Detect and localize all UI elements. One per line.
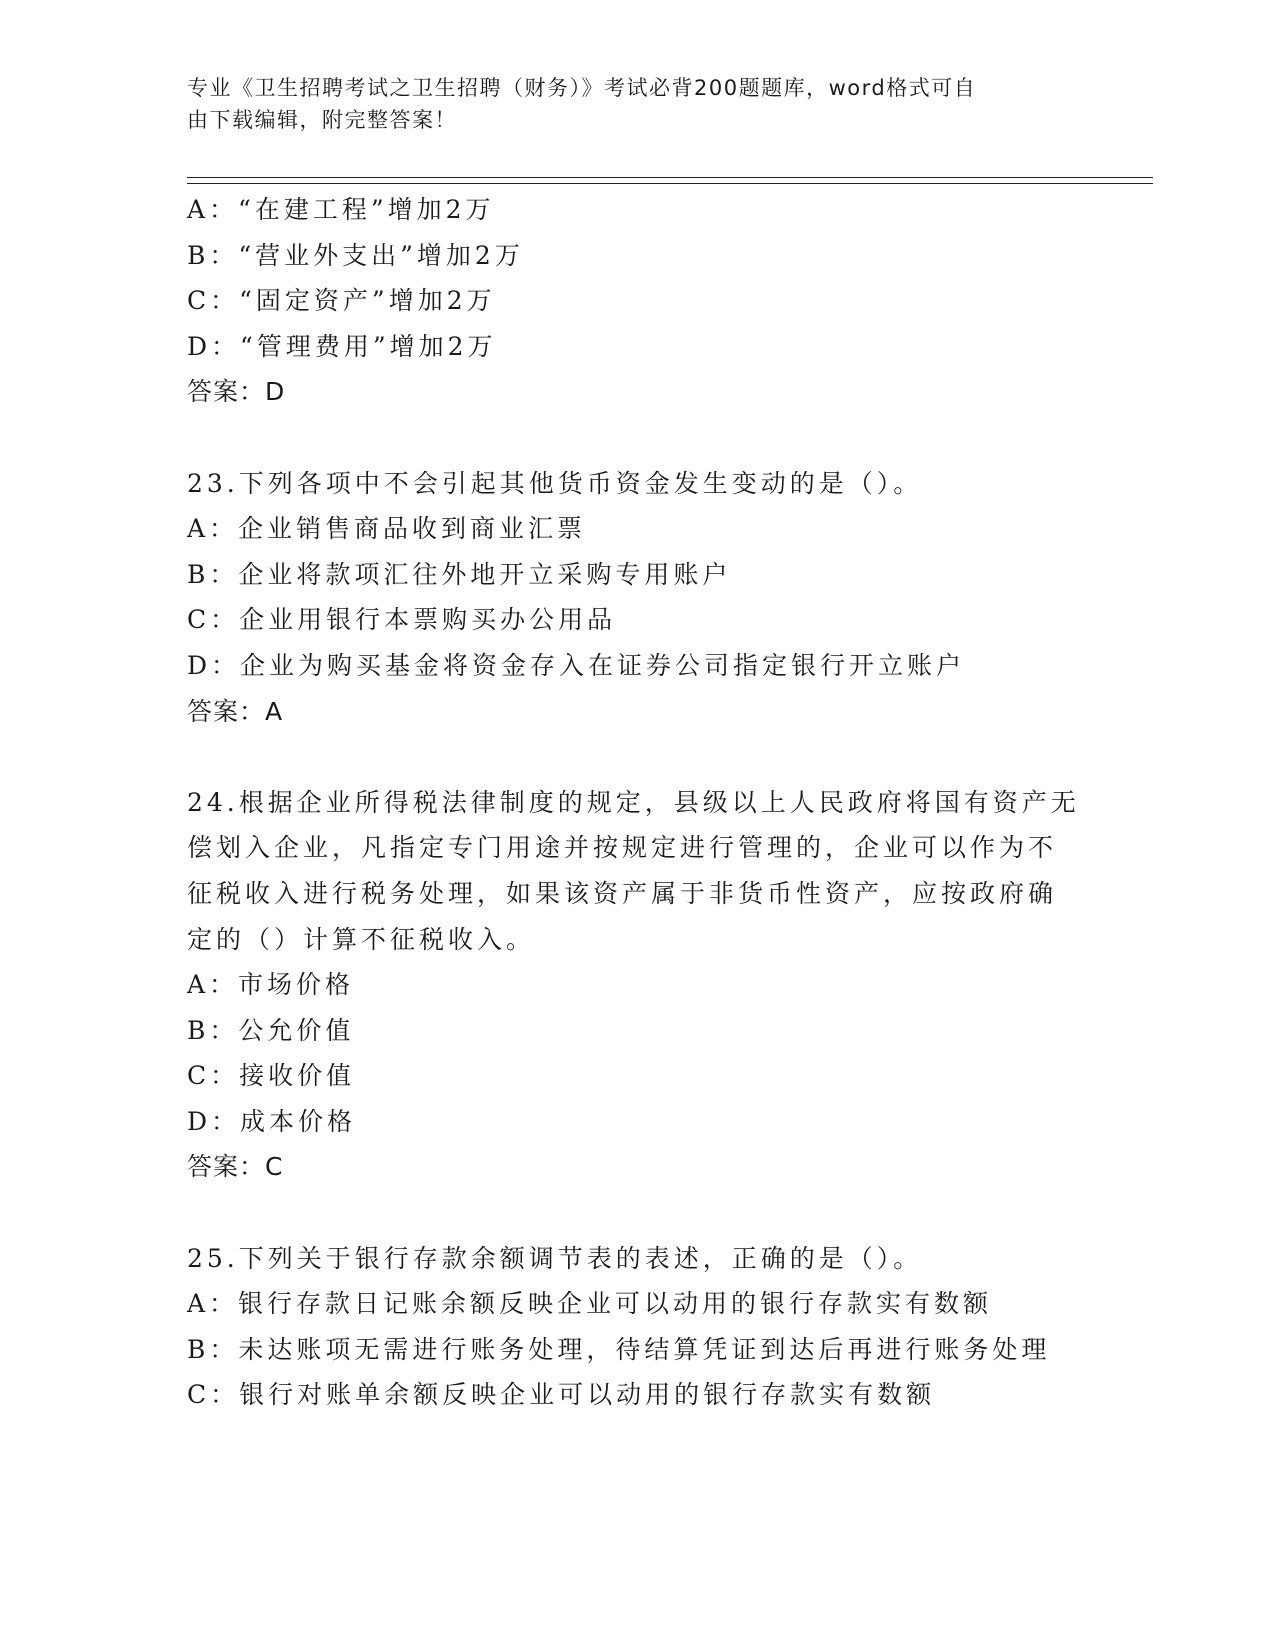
question-25 [187,1236,1087,1418]
question-stem-line-2: 偿划入企业，凡指定专门用途并按规定进行管理的，企业可以作为不 [187,833,1058,863]
option-a: A：市场价格 [187,970,355,1000]
option-d: D：成本价格 [187,1106,357,1136]
option-c: C：企业用银行本票购买办公用品 [187,605,617,635]
question-23 [187,461,1087,735]
option-a: A：银行存款日记账余额反映企业可以动用的银行存款实有数额 [187,1289,993,1319]
question-24 [187,780,1087,1190]
option-a: A：企业销售商品收到商业汇票 [187,514,587,544]
question-stem-line-3: 征税收入进行税务处理，如果该资产属于非货币性资产，应按政府确 [187,878,1058,908]
option-c: C：“固定资产”增加2万 [187,286,496,316]
option-b: B：未达账项无需进行账务处理，待结算凭证到达后再进行账务处理 [187,1334,1051,1364]
option-b: B：公允价值 [187,1015,355,1045]
header-divider-top [187,177,1153,178]
question-stem: 23.下列各项中不会引起其他货币资金发生变动的是（）。 [187,468,923,498]
answer: 答案：D [187,377,286,407]
question-22 [187,187,1087,415]
question-stem-line-1: 24.根据企业所得税法律制度的规定，县级以上人民政府将国有资产无 [187,787,1080,817]
option-d: D：“管理费用”增加2万 [187,331,497,361]
option-d: D：企业为购买基金将资金存入在证券公司指定银行开立账户 [187,650,966,680]
header-divider-bottom [187,183,1153,184]
header-line-1: 专业《卫生招聘考试之卫生招聘（财务）》考试必背200题题库，word格式可自 [187,76,977,100]
answer: 答案：A [187,696,284,726]
answer: 答案：C [187,1152,284,1182]
question-list [187,187,1087,1418]
option-c: C：银行对账单余额反映企业可以动用的银行存款实有数额 [187,1380,936,1410]
option-b: B：企业将款项汇往外地开立采购专用账户 [187,559,732,589]
header-line-2: 由下载编辑，附完整答案！ [187,108,457,132]
option-b: B：“营业外支出”增加2万 [187,240,524,270]
option-c: C：接收价值 [187,1061,356,1091]
question-stem-line-4: 定的（）计算不征税收入。 [187,924,536,954]
option-a: A：“在建工程”增加2万 [187,195,495,224]
document-header [187,72,1087,136]
question-stem: 25.下列关于银行存款余额调节表的表述，正确的是（）。 [187,1243,923,1273]
